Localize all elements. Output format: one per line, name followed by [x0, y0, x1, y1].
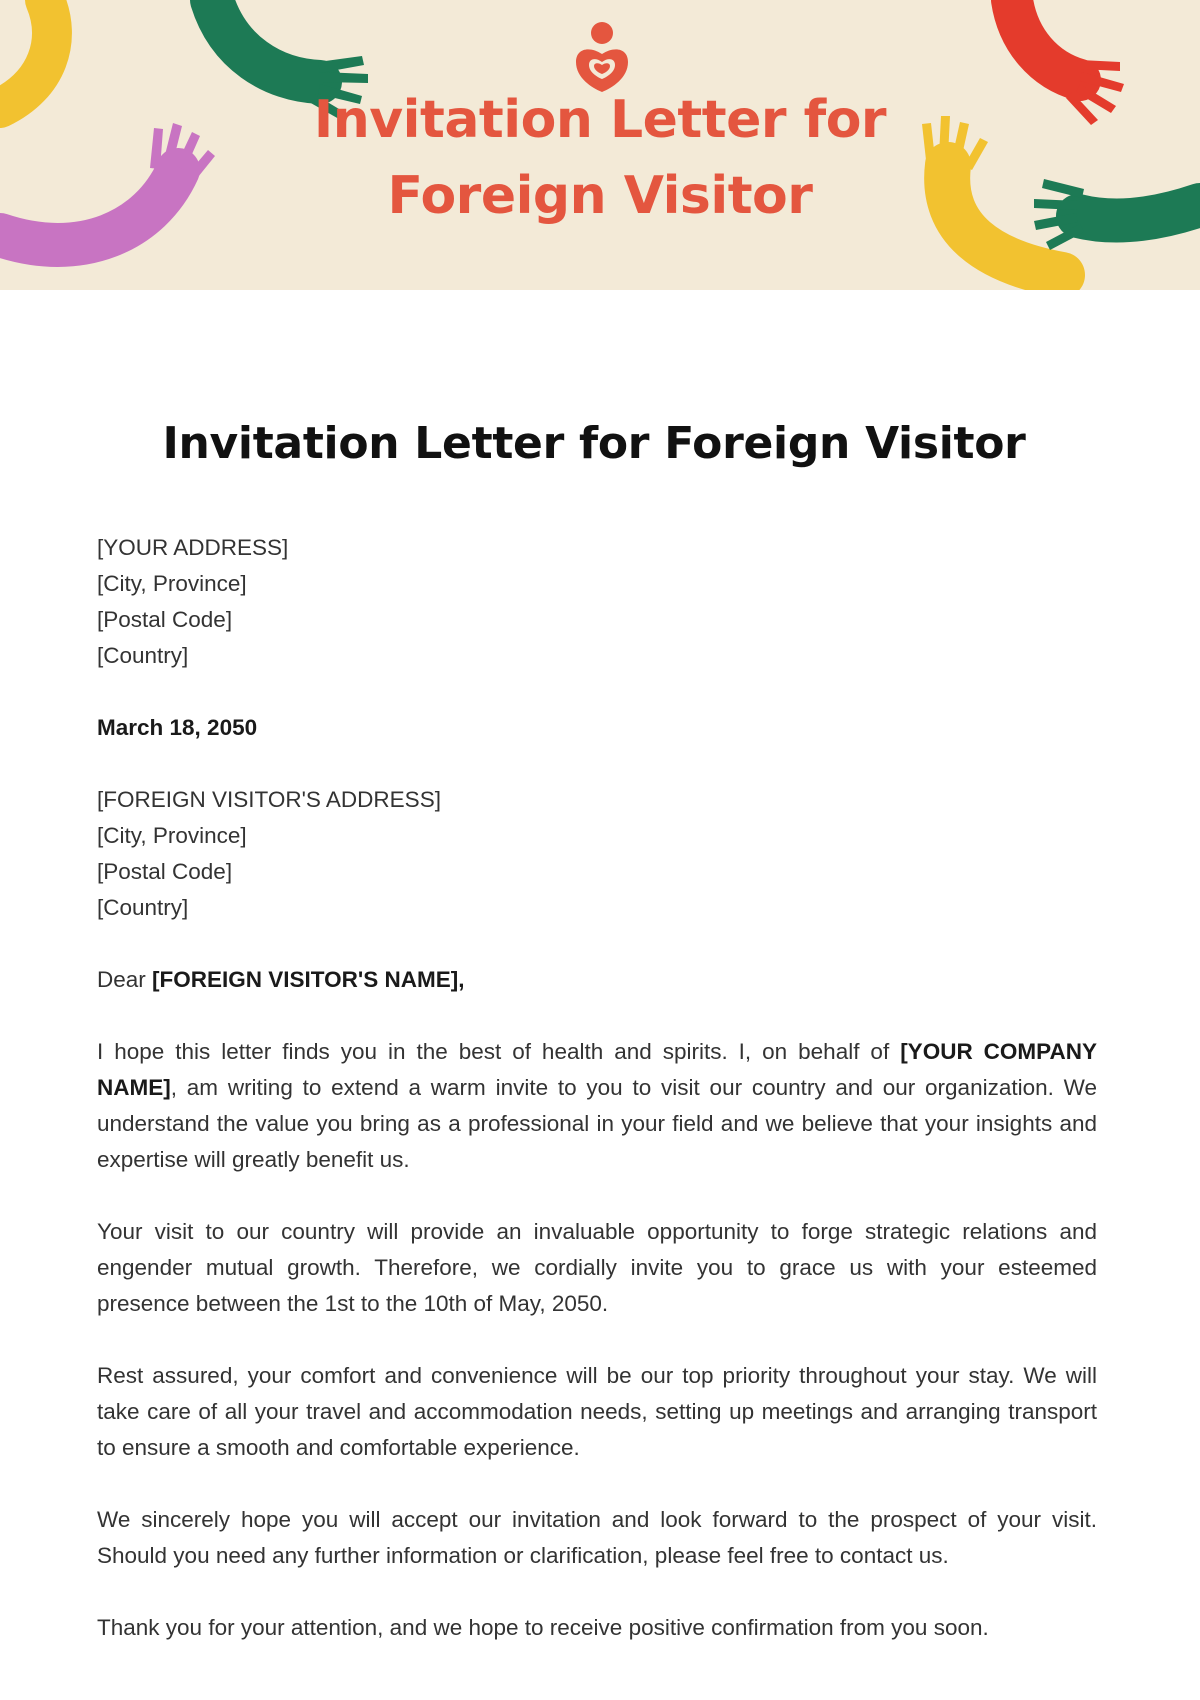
red-hand-top-right [1012, 0, 1080, 80]
paragraph-1-intro: I hope this letter finds you in the best of health and spirits. I, on behalf of [97, 1039, 890, 1064]
sender-address-line: [City, Province] [97, 571, 247, 596]
recipient-address-line: [FOREIGN VISITOR'S ADDRESS] [97, 787, 441, 812]
salutation-prefix: Dear [97, 967, 146, 992]
company-name: [YOUR COMPANY NAME] [97, 1039, 1097, 1100]
paragraph-2 [97, 1214, 1097, 1322]
paragraph-2-text: Your visit to our country will provide an invaluable opportunity to forge strategic relations and engender mutual growth. Therefore, we cordially invite you to grace us with your esteemed presence between the 1st to the 10th of May, 2050. [97, 1219, 1097, 1316]
recipient-address-line: [Country] [97, 895, 189, 920]
yellow-hand-top-left [0, 0, 52, 108]
letter-date: March 18, 2050 [97, 715, 258, 740]
sender-address-line: [Country] [97, 643, 189, 668]
letter-date-block [97, 710, 1097, 746]
recipient-address-line: [City, Province] [97, 823, 247, 848]
paragraph-4-text: We sincerely hope you will accept our invitation and look forward to the prospect of your visit. Should you need any further information or clarification, please feel free to contact us. [97, 1507, 1097, 1568]
paragraph-1 [97, 1034, 1097, 1178]
green-hand-right [1078, 205, 1200, 221]
paragraph-5 [97, 1610, 1097, 1646]
sender-address-line: [Postal Code] [97, 607, 233, 632]
letter-body [97, 530, 1097, 1682]
green-hand-top [212, 0, 320, 82]
paragraph-3 [97, 1358, 1097, 1466]
visitor-name: [FOREIGN VISITOR'S NAME], [152, 967, 465, 992]
paragraph-1-rest: , am writing to extend a warm invite to you to visit our country and our organization. We understand the value you bring as a professional in your field and we believe that your insights and expertise will greatly benefit us. [97, 1075, 1097, 1172]
sender-address-line: [YOUR ADDRESS] [97, 535, 289, 560]
recipient-address [97, 782, 1097, 926]
header-banner [0, 0, 1200, 290]
sender-address [97, 530, 1097, 674]
pink-hand-left [0, 170, 178, 245]
paragraph-5-text: Thank you for your attention, and we hope to receive positive confirmation from you soon. [97, 1615, 989, 1640]
paragraph-3-text: Rest assured, your comfort and convenience will be our top priority throughout your stay. We will take care of all your travel and accommodation needs, setting up meetings and arranging transport to ensure a smooth and comfortable experience. [97, 1363, 1097, 1460]
document-title: Invitation Letter for Foreign Visitor [162, 418, 1026, 469]
salutation [97, 962, 1097, 998]
recipient-address-line: [Postal Code] [97, 859, 233, 884]
paragraph-4 [97, 1502, 1097, 1574]
banner-title: Invitation Letter for Foreign Visitor [313, 90, 887, 226]
